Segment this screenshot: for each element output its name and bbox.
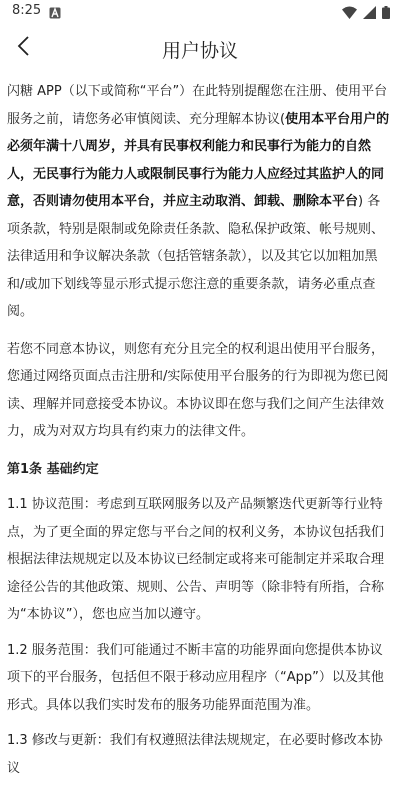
intro-bold-text: 使用本平台用户的必须年满十八周岁，并具有民事权利能力和民事行为能力的自然人，无民事行为能力人或限制民事行为能力人应经过其监护人的同意，否则请勿使用本平台，并应主动取消、卸载、删除本平台 xyxy=(7,111,390,209)
clause-1-3: 1.3 修改与更新：我们有权遵照法律法规规定，在必要时修改本协议 xyxy=(7,733,383,776)
status-icons xyxy=(342,4,390,23)
status-time: 8:25 xyxy=(12,3,42,18)
intro-text: 闪糖 APP（以下或简称“平台”）在此特别提醒您在注册、使用平台服务之前，请您务必审慎阅读、充分理解本协议( xyxy=(7,84,388,127)
section-heading: 第1条 基础约定 xyxy=(7,461,99,477)
agreement-content xyxy=(7,78,393,790)
page-title: 用户协议 xyxy=(161,40,238,62)
clause-1-1: 1.1 协议范围：考虑到互联网服务以及产品频繁迭代更新等行业特点，为了更全面的界定您与平台之间的权利义务，本协议包括我们根据法律法规规定以及本协议已经制定或将来可能制定并采取合理途径公告的其他政策、规则、公告、声明等（除非特有所指，合称为“本协议”），您也应当加以遵守。 xyxy=(7,497,385,622)
paragraph-intro xyxy=(7,78,393,326)
paragraph-consent: 若您不同意本协议，则您有充分且完全的权利退出使用平台服务，您通过网络页面点击注册和/实际使用平台服务的行为即视为您已阅读、理解并同意接受本协议。本协议即在您与我们之间产生法律效力，成为对双方均具有约束力的法律文件。 xyxy=(7,341,389,439)
clause-1-2: 1.2 服务范围：我们可能通过不断丰富的功能界面向您提供本协议项下的平台服务，包括但不限于移动应用程序（“App”）以及其他形式。具体以我们实时发布的服务功能界面范围为准。 xyxy=(7,642,384,713)
intro-rest-text: ) 各项条款，特别是限制或免除责任条款、隐私保护政策、帐号规则、法律适用和争议解决条款（包括管辖条款），以及其它以加粗加黑和/或加下划线等显示形式提示您注意的重要条款，请务必重点查阅。 xyxy=(7,194,385,319)
signal-icon xyxy=(363,4,376,23)
wifi-icon xyxy=(342,4,357,23)
status-bar xyxy=(0,0,400,24)
title-bar xyxy=(0,24,400,72)
battery-icon xyxy=(382,4,390,23)
a-letter-icon xyxy=(49,4,61,16)
